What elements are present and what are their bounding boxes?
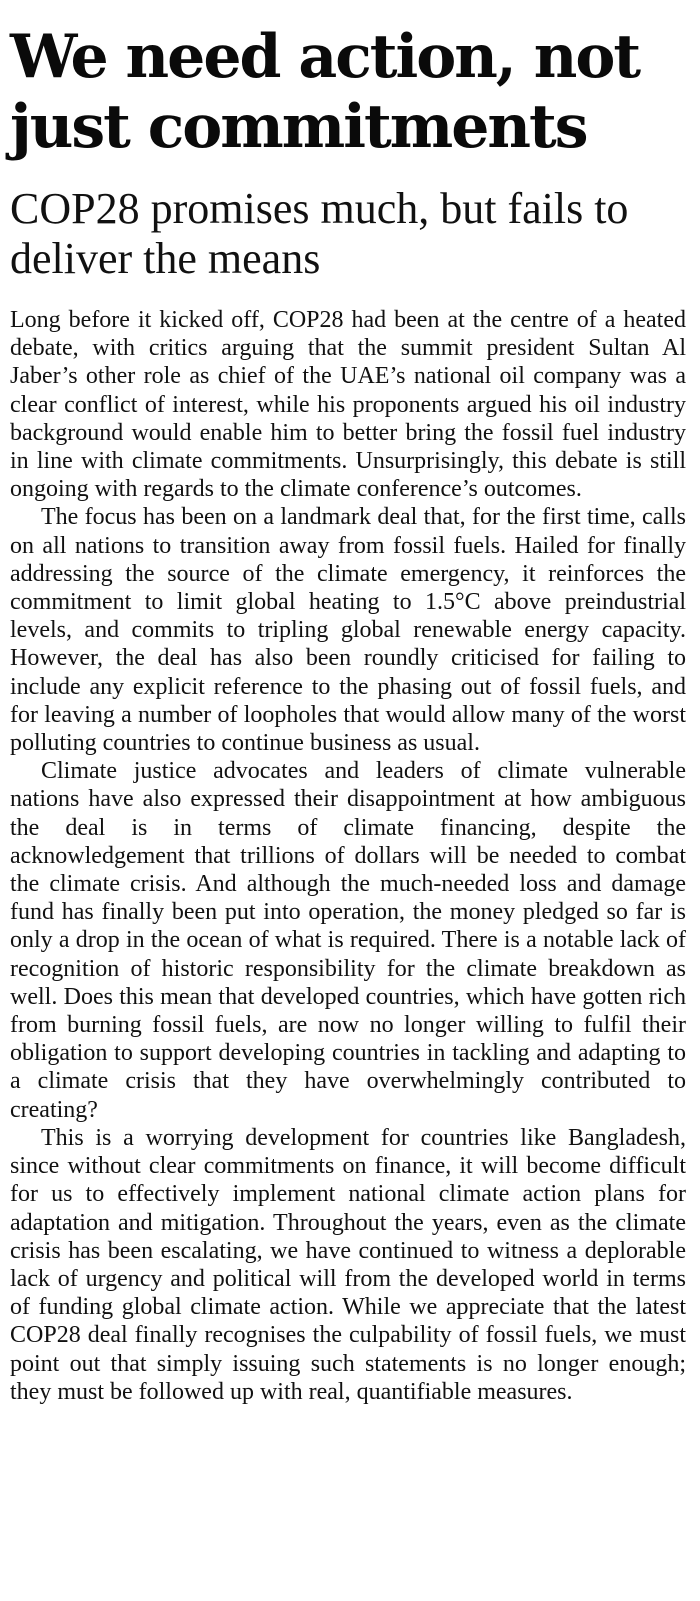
article-body bbox=[10, 306, 686, 1406]
subheadline: COP28 promises much, but fails to deliver the means bbox=[10, 184, 629, 283]
body-paragraph: Long before it kicked off, COP28 had been at the centre of a heated debate, with critics arguing that the summit president Sultan Al Jaber’s other role as chief of the UAE’s national oil company was a clear conflict of interest, while his proponents argued his oil industry background would enable him to better bring the fossil fuel industry in line with climate commitments. Unsurprisingly, this debate is still ongoing with regards to the climate conference’s outcomes. bbox=[10, 307, 686, 503]
body-paragraph: This is a worrying development for countries like Bangladesh, since without clear commitments on finance, it will become difficult for us to effectively implement national climate action plans for adaptation and mitigation. Throughout the years, even as the climate crisis has been escalating, we have continued to witness a deplorable lack of urgency and political will from the developed world in terms of funding global climate action. While we appreciate that the latest COP28 deal finally recognises the culpability of fossil fuels, we must point out that simply issuing such statements is no longer enough; they must be followed up with real, quantifiable measures. bbox=[10, 1124, 686, 1405]
body-paragraph: Climate justice advocates and leaders of climate vulnerable nations have also expressed their disappointment at how ambiguous the deal is in terms of climate financing, despite the acknowledgement that trillions of dollars will be needed to combat the climate crisis. And although the much-needed loss and damage fund has finally been put into operation, the money pledged so far is only a drop in the ocean of what is required. There is a notable lack of recognition of historic responsibility for the climate breakdown as well. Does this mean that developed countries, which have gotten rich from burning fossil fuels, are now no longer willing to fulfil their obligation to support developing countries in tackling and adapting to a climate crisis that they have overwhelmingly contributed to creating? bbox=[10, 758, 686, 1123]
body-paragraph: The focus has been on a landmark deal that, for the first time, calls on all nations to transition away from fossil fuels. Hailed for finally addressing the source of the climate emergency, it reinforces the commitment to limit global heating to 1.5°C above preindustrial levels, and commits to tripling global renewable energy capacity. However, the deal has also been roundly criticised for failing to include any explicit reference to the phasing out of fossil fuels, and for leaving a number of loopholes that would allow many of the worst polluting countries to continue business as usual. bbox=[10, 504, 686, 757]
headline: We need action, not just commitments bbox=[10, 22, 640, 162]
